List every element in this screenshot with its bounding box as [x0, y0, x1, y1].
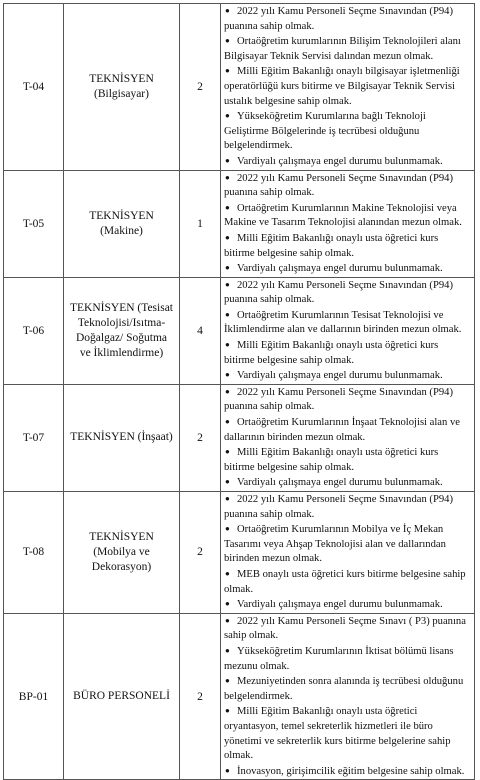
bullet-icon: ● [225, 36, 230, 46]
position-count: 2 [180, 613, 221, 780]
requirement-item [224, 674, 471, 704]
requirements-cell [221, 613, 475, 780]
bullet-icon: ● [225, 155, 230, 165]
requirement-item [224, 764, 471, 780]
bullet-icon: ● [225, 645, 230, 655]
requirements-cell [221, 170, 475, 277]
positions-table [3, 3, 475, 780]
bullet-icon: ● [225, 494, 230, 503]
position-title [64, 277, 180, 384]
bullet-icon: ● [225, 172, 230, 182]
position-count: 1 [180, 170, 221, 277]
bullet-icon: ● [225, 279, 230, 289]
requirement-text: 2022 yılı Kamu Personeli Seçme Sınavından (P94) puanına sahip olmak. [224, 494, 453, 520]
requirements-list [224, 492, 471, 613]
requirement-item [224, 64, 471, 109]
bullet-icon: ● [225, 370, 230, 380]
requirement-text: Ortaöğretim Kurumlarının Tesisat Teknolojisi ve İklimlendirme alan ve dallarının birinden mezun olmak. [224, 309, 462, 336]
bullet-icon: ● [225, 340, 230, 350]
requirement-item [224, 704, 471, 763]
requirement-text: Ortaöğretim Kurumlarının Mobilya ve İç Mekan Tasarımı veya Ahşap Teknolojisi alan ve dallarından birinden mezun olmak. [224, 524, 446, 565]
bullet-icon: ● [225, 232, 230, 242]
position-title-line: (Bilgisayar) [94, 87, 149, 100]
bullet-icon: ● [225, 524, 230, 534]
requirement-item [224, 522, 471, 567]
position-title [64, 384, 180, 491]
requirement-text: Ortaöğretim Kurumlarının İnşaat Teknolojisi alan ve dallarının birinden mezun olmak. [224, 417, 460, 443]
bullet-icon: ● [225, 477, 230, 487]
position-count: 2 [180, 4, 221, 171]
requirement-text: Milli Eğitim Bakanlığı onaylı usta öğretici kurs bitirme belgesine sahip olmak. [224, 340, 439, 366]
requirement-item [224, 475, 471, 491]
requirement-text: Yükseköğretim Kurumlarının İktisat bölümü lisans mezunu olmak. [224, 645, 454, 672]
position-title-line: (Mobilya ve [93, 545, 150, 558]
table-row [4, 613, 475, 780]
requirement-text: 2022 yılı Kamu Personeli Seçme Sınavından (P94) puanına sahip olmak. [224, 172, 453, 199]
position-title-line: ve İklimlendirme) [79, 346, 164, 359]
requirement-text: 2022 yılı Kamu Personeli Seçme Sınavı ( P3) puanına sahip olmak. [224, 615, 466, 642]
requirement-text: 2022 yılı Kamu Personeli Seçme Sınavından (P94) puanına sahip olmak. [224, 386, 453, 413]
position-title-line: Doğalgaz/ Soğutma [75, 331, 168, 344]
requirement-item [224, 171, 471, 201]
requirement-text: İnovasyon, girişimcilik eğitim belgesine sahip olmak. [237, 765, 465, 777]
requirement-item [224, 415, 471, 445]
position-count: 2 [180, 384, 221, 491]
position-title-line: BÜRO PERSONELİ [73, 690, 170, 703]
bullet-icon: ● [225, 417, 230, 427]
requirement-item [224, 492, 471, 522]
bullet-icon: ● [225, 202, 230, 212]
requirement-text: Ortaöğretim kurumlarının Bilişim Teknolojileri alanı Bilgisayar Teknik Servisi dalından mezun olmak. [224, 36, 461, 62]
position-code: T-04 [4, 4, 64, 171]
requirement-text: Milli Eğitim Bakanlığı onaylı bilgisayar işletmenliği operatörlüğü kurs bitirme ve Bilgisayar Teknik Servisi ustalık belgesine sahip olmak. [224, 66, 460, 107]
position-title-line: TEKNİSYEN [89, 209, 154, 222]
bullet-icon: ● [225, 676, 230, 686]
requirement-text: Milli Eğitim Bakanlığı onaylı usta öğretici kurs bitirme belgesine sahip olmak. [224, 447, 439, 473]
position-title [64, 170, 180, 277]
table-row [4, 384, 475, 491]
position-title-line: Dekorasyon) [91, 560, 152, 573]
bullet-icon: ● [225, 386, 230, 396]
position-title [64, 492, 180, 614]
bullet-icon: ● [225, 111, 230, 121]
requirement-item [224, 34, 471, 64]
requirements-list [224, 614, 471, 780]
position-title [64, 4, 180, 171]
requirement-item [224, 567, 471, 597]
requirements-list [224, 4, 471, 170]
bullet-icon: ● [225, 6, 230, 15]
bullet-icon: ● [225, 66, 230, 76]
position-title-line: TEKNİSYEN (Tesisat [70, 301, 173, 314]
requirement-text: Vardiyalı çalışmaya engel durumu bulunmamak. [237, 263, 443, 275]
requirement-text: Yükseköğretim Kurumlarına bağlı Teknoloji Geliştirme Bölgelerinde iş tecrübesi olduğunu belgelendirmek. [224, 111, 426, 152]
requirement-item [224, 201, 471, 231]
requirement-item [224, 278, 471, 308]
requirements-list [224, 385, 471, 491]
requirement-item [224, 154, 471, 170]
requirements-cell [221, 4, 475, 171]
bullet-icon: ● [225, 568, 230, 578]
requirement-item [224, 4, 471, 34]
bullet-icon: ● [225, 447, 230, 457]
requirements-cell [221, 492, 475, 614]
position-title-line: (Makine) [100, 224, 143, 237]
position-code: T-06 [4, 277, 64, 384]
requirement-text: 2022 yılı Kamu Personeli Seçme Sınavından (P94) puanına sahip olmak. [224, 279, 453, 306]
position-title-line: TEKNİSYEN [89, 530, 154, 543]
requirement-text: 2022 yılı Kamu Personeli Seçme Sınavından (P94) puanına sahip olmak. [224, 6, 453, 32]
requirement-item [224, 338, 471, 368]
table-row [4, 277, 475, 384]
requirement-item [224, 231, 471, 261]
requirement-item [224, 644, 471, 674]
requirement-item [224, 614, 471, 644]
bullet-icon: ● [225, 599, 230, 609]
bullet-icon: ● [225, 706, 230, 716]
position-code: T-07 [4, 384, 64, 491]
bullet-icon: ● [225, 615, 230, 625]
requirement-text: Milli Eğitim Bakanlığı onaylı usta öğretici oryantasyon, temel sekreterlik hizmetleri ile büro yönetimi ve sekreterlik kurs bitirme belgelerine sahip olmak. [224, 706, 451, 762]
position-count: 4 [180, 277, 221, 384]
requirement-item [224, 445, 471, 475]
position-code: BP-01 [4, 613, 64, 780]
bullet-icon: ● [225, 765, 230, 775]
requirement-item [224, 385, 471, 415]
requirement-item [224, 308, 471, 338]
requirements-cell [221, 384, 475, 491]
requirement-item [224, 368, 471, 384]
bullet-icon: ● [225, 309, 230, 319]
bullet-icon: ● [225, 263, 230, 273]
position-title-line: TEKNİSYEN (İnşaat) [70, 431, 173, 444]
table-row [4, 170, 475, 277]
position-code: T-08 [4, 492, 64, 614]
requirement-text: Vardiyalı çalışmaya engel durumu bulunmamak. [237, 155, 443, 167]
requirement-text: Vardiyalı çalışmaya engel durumu bulunmamak. [237, 370, 443, 382]
position-count: 2 [180, 492, 221, 614]
position-title [64, 613, 180, 780]
position-code: T-05 [4, 170, 64, 277]
requirements-list [224, 171, 471, 277]
requirement-item [224, 261, 471, 277]
requirement-text: Milli Eğitim Bakanlığı onaylı usta öğretici kurs bitirme belgesine sahip olmak. [224, 232, 439, 259]
table-row [4, 492, 475, 614]
requirement-text: Vardiyalı çalışmaya engel durumu bulunmamak. [237, 599, 443, 611]
position-title-line: TEKNİSYEN [89, 72, 154, 85]
requirement-text: Mezuniyetinden sonra alanında iş tecrübesi olduğunu belgelendirmek. [224, 676, 464, 702]
requirements-cell [221, 277, 475, 384]
requirement-text: Vardiyalı çalışmaya engel durumu bulunmamak. [237, 477, 443, 489]
requirement-text: MEB onaylı usta öğretici kurs bitirme belgesine sahip olmak. [224, 568, 466, 595]
requirement-item [224, 109, 471, 154]
requirements-list [224, 278, 471, 384]
requirement-item [224, 597, 471, 613]
table-row [4, 4, 475, 171]
position-title-line: Teknolojisi/Isıtma- [77, 316, 166, 329]
requirement-text: Ortaöğretim Kurumlarının Makine Teknolojisi veya Makine ve Tasarım Teknolojisi alanından mezun olmak. [224, 202, 462, 229]
